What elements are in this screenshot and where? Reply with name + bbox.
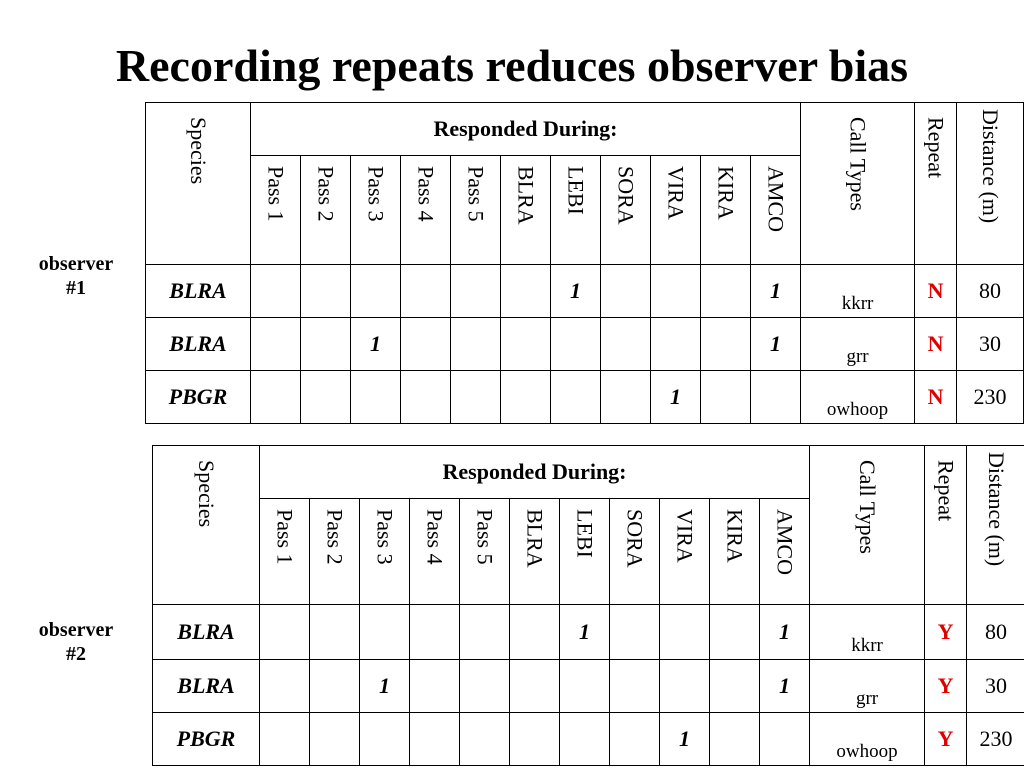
repeat-cell: Y bbox=[925, 713, 967, 766]
response-cell bbox=[301, 318, 351, 371]
response-cell bbox=[260, 660, 310, 713]
response-cell bbox=[660, 660, 710, 713]
response-cell bbox=[710, 660, 760, 713]
response-cell bbox=[251, 265, 301, 318]
distance-cell: 230 bbox=[967, 713, 1024, 766]
column-header bbox=[710, 499, 760, 605]
column-header bbox=[601, 156, 651, 265]
responded-during-header: Responded During: bbox=[260, 446, 810, 499]
column-header-label: AMCO bbox=[772, 509, 798, 576]
distance-header-label: Distance (m) bbox=[978, 109, 1004, 224]
species-header-label: Species bbox=[186, 117, 211, 185]
column-header-label: Pass 4 bbox=[422, 509, 448, 565]
column-header-label: Pass 2 bbox=[313, 166, 339, 222]
table-row bbox=[146, 318, 1024, 371]
column-header bbox=[351, 156, 401, 265]
response-cell: 1 bbox=[760, 660, 810, 713]
response-cell bbox=[760, 713, 810, 766]
response-cell bbox=[601, 371, 651, 424]
header-row bbox=[146, 103, 1024, 156]
column-header bbox=[401, 156, 451, 265]
call-type-cell: owhoop bbox=[810, 713, 925, 766]
column-header bbox=[610, 499, 660, 605]
call-type-cell: grr bbox=[801, 318, 915, 371]
column-header bbox=[360, 499, 410, 605]
column-header bbox=[760, 499, 810, 605]
table-row bbox=[153, 605, 1024, 660]
column-header bbox=[460, 499, 510, 605]
repeat-header bbox=[925, 446, 967, 605]
column-header-label: Pass 1 bbox=[263, 166, 289, 222]
distance-header bbox=[957, 103, 1024, 265]
response-cell bbox=[551, 371, 601, 424]
response-cell bbox=[610, 605, 660, 660]
repeat-cell: N bbox=[915, 265, 957, 318]
species-header-label: Species bbox=[194, 460, 219, 528]
response-cell bbox=[310, 660, 360, 713]
response-cell bbox=[510, 605, 560, 660]
observer-2-table-wrap bbox=[152, 445, 1024, 766]
call-type-cell: kkrr bbox=[810, 605, 925, 660]
observer-1-table-wrap bbox=[145, 102, 1024, 424]
column-header bbox=[551, 156, 601, 265]
response-cell bbox=[701, 371, 751, 424]
observer-2-label-line1: observer bbox=[38, 619, 114, 641]
repeat-cell: N bbox=[915, 371, 957, 424]
response-cell bbox=[610, 660, 660, 713]
call-types-header bbox=[801, 103, 915, 265]
distance-cell: 80 bbox=[967, 605, 1024, 660]
distance-cell: 230 bbox=[957, 371, 1024, 424]
response-cell bbox=[401, 371, 451, 424]
response-cell: 1 bbox=[560, 605, 610, 660]
response-cell bbox=[751, 371, 801, 424]
column-header bbox=[651, 156, 701, 265]
column-header bbox=[301, 156, 351, 265]
header-row bbox=[153, 446, 1024, 499]
response-cell bbox=[451, 371, 501, 424]
species-header bbox=[146, 103, 251, 265]
species-cell: PBGR bbox=[146, 371, 251, 424]
species-cell: BLRA bbox=[153, 660, 260, 713]
response-cell bbox=[501, 265, 551, 318]
species-cell: BLRA bbox=[146, 265, 251, 318]
column-header-label: SORA bbox=[613, 166, 639, 225]
slide-title: Recording repeats reduces observer bias bbox=[115, 40, 909, 91]
call-types-header bbox=[810, 446, 925, 605]
response-cell bbox=[710, 605, 760, 660]
response-cell bbox=[710, 713, 760, 766]
column-header bbox=[451, 156, 501, 265]
column-header bbox=[410, 499, 460, 605]
response-cell: 1 bbox=[351, 318, 401, 371]
response-cell bbox=[651, 318, 701, 371]
response-cell: 1 bbox=[551, 265, 601, 318]
species-cell: BLRA bbox=[153, 605, 260, 660]
column-header-label: BLRA bbox=[513, 166, 539, 225]
response-cell bbox=[501, 371, 551, 424]
response-cell bbox=[401, 265, 451, 318]
response-cell: 1 bbox=[751, 265, 801, 318]
response-cell bbox=[351, 371, 401, 424]
column-header bbox=[310, 499, 360, 605]
response-cell bbox=[560, 713, 610, 766]
column-header-label: KIRA bbox=[713, 166, 739, 220]
observer-2-table bbox=[152, 445, 1024, 766]
column-header-label: SORA bbox=[622, 509, 648, 568]
response-cell: 1 bbox=[360, 660, 410, 713]
response-cell bbox=[510, 660, 560, 713]
response-cell bbox=[410, 713, 460, 766]
distance-header-label: Distance (m) bbox=[984, 452, 1010, 567]
call-type-cell: grr bbox=[810, 660, 925, 713]
response-cell bbox=[410, 605, 460, 660]
repeat-cell: Y bbox=[925, 605, 967, 660]
species-cell: BLRA bbox=[146, 318, 251, 371]
response-cell bbox=[401, 318, 451, 371]
column-header-label: AMCO bbox=[763, 166, 789, 233]
column-header-label: Pass 5 bbox=[472, 509, 498, 565]
repeat-header-label: Repeat bbox=[923, 117, 949, 179]
call-types-header-label: Call Types bbox=[855, 460, 881, 554]
response-cell bbox=[251, 371, 301, 424]
call-type-cell: kkrr bbox=[801, 265, 915, 318]
response-cell bbox=[251, 318, 301, 371]
response-cell bbox=[460, 605, 510, 660]
table-row bbox=[146, 265, 1024, 318]
response-cell bbox=[651, 265, 701, 318]
response-cell bbox=[451, 318, 501, 371]
response-cell bbox=[551, 318, 601, 371]
response-cell: 1 bbox=[651, 371, 701, 424]
table-row bbox=[153, 713, 1024, 766]
response-cell bbox=[501, 318, 551, 371]
species-header bbox=[153, 446, 260, 605]
distance-cell: 30 bbox=[967, 660, 1024, 713]
response-cell: 1 bbox=[760, 605, 810, 660]
column-header-label: BLRA bbox=[522, 509, 548, 568]
response-cell bbox=[460, 713, 510, 766]
observer-2-label bbox=[22, 618, 130, 666]
response-cell bbox=[310, 713, 360, 766]
observer-1-label-line2: #1 bbox=[66, 277, 86, 299]
response-cell bbox=[260, 605, 310, 660]
column-header bbox=[251, 156, 301, 265]
response-cell bbox=[360, 713, 410, 766]
observer-1-label-line1: observer bbox=[38, 253, 114, 275]
column-header bbox=[510, 499, 560, 605]
distance-header bbox=[967, 446, 1024, 605]
column-header-label: VIRA bbox=[672, 509, 698, 563]
response-cell bbox=[260, 713, 310, 766]
column-header-label: Pass 1 bbox=[272, 509, 298, 565]
repeat-header-label: Repeat bbox=[933, 460, 959, 522]
response-cell bbox=[351, 265, 401, 318]
response-cell bbox=[610, 713, 660, 766]
column-header-label: KIRA bbox=[722, 509, 748, 563]
distance-cell: 80 bbox=[957, 265, 1024, 318]
response-cell bbox=[410, 660, 460, 713]
response-cell: 1 bbox=[751, 318, 801, 371]
table-row bbox=[146, 371, 1024, 424]
column-header bbox=[660, 499, 710, 605]
response-cell bbox=[601, 318, 651, 371]
column-header bbox=[501, 156, 551, 265]
table-row bbox=[153, 660, 1024, 713]
species-cell: PBGR bbox=[153, 713, 260, 766]
column-header-label: Pass 5 bbox=[463, 166, 489, 222]
response-cell bbox=[601, 265, 651, 318]
column-header-label: LEBI bbox=[572, 509, 598, 558]
response-cell bbox=[701, 318, 751, 371]
column-header-label: Pass 4 bbox=[413, 166, 439, 222]
response-cell bbox=[510, 713, 560, 766]
repeat-header bbox=[915, 103, 957, 265]
observer-1-label bbox=[22, 252, 130, 300]
column-header-label: Pass 3 bbox=[372, 509, 398, 565]
column-header-label: VIRA bbox=[663, 166, 689, 220]
response-cell bbox=[310, 605, 360, 660]
response-cell bbox=[701, 265, 751, 318]
response-cell bbox=[451, 265, 501, 318]
column-header-label: Pass 2 bbox=[322, 509, 348, 565]
distance-cell: 30 bbox=[957, 318, 1024, 371]
column-header-label: Pass 3 bbox=[363, 166, 389, 222]
repeat-cell: Y bbox=[925, 660, 967, 713]
column-header bbox=[260, 499, 310, 605]
call-types-header-label: Call Types bbox=[845, 117, 871, 211]
response-cell bbox=[301, 371, 351, 424]
column-header-label: LEBI bbox=[563, 166, 589, 215]
repeat-cell: N bbox=[915, 318, 957, 371]
response-cell: 1 bbox=[660, 713, 710, 766]
response-cell bbox=[360, 605, 410, 660]
response-cell bbox=[660, 605, 710, 660]
observer-2-label-line2: #2 bbox=[66, 643, 86, 665]
call-type-cell: owhoop bbox=[801, 371, 915, 424]
response-cell bbox=[460, 660, 510, 713]
observer-1-table bbox=[145, 102, 1024, 424]
column-header bbox=[560, 499, 610, 605]
column-header bbox=[701, 156, 751, 265]
response-cell bbox=[560, 660, 610, 713]
responded-during-header: Responded During: bbox=[251, 103, 801, 156]
column-header bbox=[751, 156, 801, 265]
response-cell bbox=[301, 265, 351, 318]
